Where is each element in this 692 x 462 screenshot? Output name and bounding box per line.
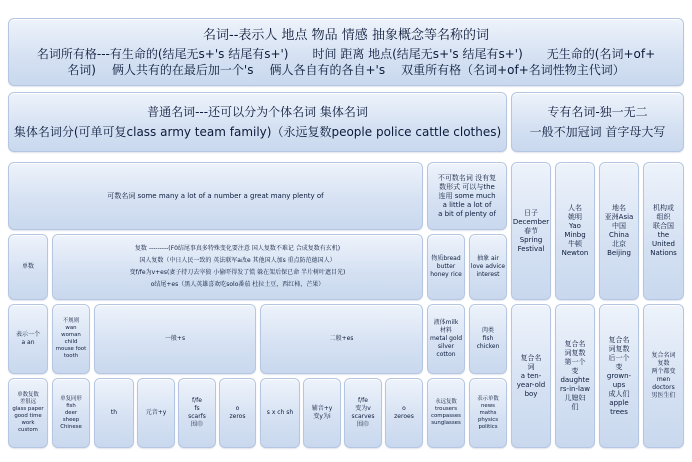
common-noun-title: 普通名词---还可以分为个体名词 集体名词 xyxy=(147,105,368,119)
possessive-case-box xyxy=(8,18,684,86)
singular-meaning-label: 表示单数 xyxy=(477,395,499,402)
liquid-item: 液体milk xyxy=(433,319,459,326)
same-form-item: deer xyxy=(64,409,78,416)
days-item: Spring xyxy=(519,235,543,244)
compound-first-item: rs-in-law xyxy=(560,385,590,393)
org-item: 联合国 xyxy=(653,222,674,230)
f-fe-ves-item: 围巾 xyxy=(356,421,369,428)
same-form-item: Chinese xyxy=(60,423,82,430)
always-plural-item: sunglasses xyxy=(431,420,461,426)
plural-rule-line: 变f/fe为v+es(妻子持刀去宰狼 小偷吓得发了慌 躲在架后保已命 半片树叶遮目光) xyxy=(129,269,346,276)
compound-noun-box xyxy=(511,304,551,448)
compound-both-label: 复数 xyxy=(657,360,670,367)
plural-rule-line: o结尾+es（黑人英雄喜欢吃solo番茄 杜拉土豆，西红柿，芒果） xyxy=(150,281,325,288)
abstract-item: love advice xyxy=(470,263,506,270)
plus-es-box xyxy=(260,304,423,374)
compound-label: 词 xyxy=(527,362,535,371)
compound-last-label: 后一个 xyxy=(608,353,630,362)
f-fe-ves-item: 变为v xyxy=(355,405,371,412)
org-label: 机构或 xyxy=(653,204,674,212)
common-noun-box xyxy=(8,92,507,152)
uncountable-noun-box xyxy=(427,162,507,230)
place-label: 地名 xyxy=(612,204,626,212)
person-item: Newton xyxy=(561,249,589,257)
f-fe-s-box xyxy=(178,378,216,448)
proper-place-box xyxy=(599,162,639,300)
regular-plus-s-label: 一般+s xyxy=(164,335,186,342)
th-box xyxy=(94,378,134,448)
abstract-item: 抽象 air xyxy=(477,255,499,262)
compound-item: a ten- xyxy=(520,371,542,380)
f-fe-item: f/fe xyxy=(192,397,202,404)
possessive-separate: 俩人各自有的各自+'s xyxy=(269,62,386,77)
proper-person-box xyxy=(555,162,595,300)
o-s-item: o xyxy=(235,405,240,412)
compound-plural-both-box xyxy=(643,304,684,448)
plural-rules-box xyxy=(52,234,423,300)
singular-meaning-item: politics xyxy=(478,423,498,430)
proper-days-box xyxy=(511,162,551,300)
compound-label: 复合名 xyxy=(520,353,542,362)
possessive-inanimate: 无生命的(名词+of+ xyxy=(546,46,656,61)
vowel-y-item: 元音+y xyxy=(145,409,167,416)
irregular-item: wan xyxy=(65,325,77,331)
person-item: 姚明 xyxy=(568,213,582,221)
compound-first-label: 词复数 xyxy=(564,349,586,357)
consonant-y-box xyxy=(303,378,341,448)
o-s-item: zeros xyxy=(229,413,246,420)
singular-plural-differ-box xyxy=(8,378,48,448)
compound-first-label: 变 xyxy=(571,367,579,375)
o-es-item: zeroes xyxy=(394,413,414,420)
compound-first-item: 们 xyxy=(571,403,579,411)
compound-last-item: trees xyxy=(610,407,628,416)
differ-item: glass paper xyxy=(12,406,44,412)
material-noun-box xyxy=(427,234,465,300)
proper-noun-box xyxy=(511,92,684,152)
compound-last-item: grown- xyxy=(606,371,632,380)
differ-item: good time xyxy=(14,413,42,419)
liquid-item: metal gold xyxy=(429,335,463,342)
irregular-label: 不规则 xyxy=(62,318,80,324)
th-item: th xyxy=(110,409,118,416)
singular-meaning-item: news xyxy=(481,402,495,409)
f-fe-item: scarfs xyxy=(188,413,206,420)
possessive-animate: 名词所有格---有生命的(结尾无s+'s 结尾有s+') xyxy=(36,46,289,61)
plural-rule-line: 复数 ---------(F0结尾事真多特殊变化要注意 国人复数不难记 合成复数有玄机) xyxy=(134,245,341,252)
place-item: China xyxy=(609,231,629,239)
compound-last-item: ups xyxy=(612,380,626,389)
abstract-noun-box xyxy=(469,234,507,300)
material-item: honey rice xyxy=(430,271,462,278)
proper-noun-rule: 一般不加冠词 首字母大写 xyxy=(529,125,666,139)
uncountable-line: 连用 some much xyxy=(438,191,496,200)
material-item: 物质bread xyxy=(431,255,461,262)
place-item: 中国 xyxy=(612,222,626,230)
material-item: butter xyxy=(436,263,456,270)
always-plural-item: trousers xyxy=(434,406,458,412)
possessive-shared: 俩人共有的在最后加一个's xyxy=(111,62,254,77)
compound-both-item: men xyxy=(656,376,671,383)
org-label: 组织 xyxy=(656,213,671,221)
s-x-ch-sh-item: s x ch sh xyxy=(266,409,294,416)
meat-item: chicken xyxy=(476,343,500,350)
article-a-an-box xyxy=(8,304,48,374)
compound-both-label: 复合名词 xyxy=(651,352,676,359)
same-form-label: 单复同形 xyxy=(60,395,82,402)
o-es-item: o xyxy=(402,405,406,412)
singular-meaning-item: maths xyxy=(479,409,497,416)
same-form-box xyxy=(52,378,90,448)
regular-plus-s-box xyxy=(94,304,256,374)
singular-label: 单数 xyxy=(21,263,34,270)
singular-meaning-box xyxy=(469,378,507,448)
compound-first-item: daughte xyxy=(560,376,590,384)
compound-last-label: 词复数 xyxy=(608,344,630,353)
org-item: Nations xyxy=(650,249,677,257)
place-item: 北京 xyxy=(612,240,626,248)
plural-rule-line: 国人复数（中日人民一致的 英法联军a改e 其他国人加s 重点防范德国人） xyxy=(139,257,336,264)
compound-first-label: 第一个 xyxy=(564,358,586,366)
noun-definition-title: 名词--表示人 地点 物品 情感 抽象概念等名称的词 xyxy=(203,27,489,43)
compound-both-item: 男医生们 xyxy=(651,392,676,399)
compound-first-item: 儿媳妇 xyxy=(564,394,586,402)
possessive-time-distance: 时间 距离 地点(结尾无s+'s 结尾有s+') xyxy=(312,46,523,61)
f-fe-ves-box xyxy=(344,378,382,448)
f-fe-item: fs xyxy=(194,405,200,412)
compound-both-label: 两个都变 xyxy=(651,368,676,375)
countable-noun-text: 可数名词 some many a lot of a number a great many plenty of xyxy=(107,191,324,200)
uncountable-line: 数形式 可以与the xyxy=(439,182,495,191)
f-fe-ves-item: f/fe xyxy=(358,397,368,404)
irregular-item: tooth xyxy=(63,353,79,359)
singular-meaning-item: physics xyxy=(477,416,499,423)
vowel-y-box xyxy=(137,378,175,448)
liquid-item: 材料 xyxy=(439,327,452,334)
same-form-item: sheep xyxy=(62,416,80,423)
compound-plural-last-box xyxy=(599,304,639,448)
singular-label-box xyxy=(8,234,48,300)
liquid-material-box xyxy=(427,304,465,374)
meat-label: 肉类 xyxy=(481,327,494,334)
possessive-double: 双重所有格（名词+of+名词性物主代词） xyxy=(401,62,625,77)
always-plural-item: compasses xyxy=(431,413,461,419)
person-label: 人名 xyxy=(568,204,582,212)
person-item: Minbg xyxy=(564,231,586,239)
place-item: 亚洲Asia xyxy=(604,213,634,221)
differ-label: 单数复数 xyxy=(17,392,39,398)
plus-es-label: 二般+es xyxy=(329,335,354,342)
uncountable-line: 不可数名词 没有复 xyxy=(437,173,497,182)
consonant-y-item: 变y为i xyxy=(313,413,331,420)
liquid-item: silver xyxy=(437,343,455,350)
consonant-y-item: 辅音+y xyxy=(311,405,333,412)
compound-last-item: 成人们 xyxy=(608,389,630,398)
compound-last-label: 复合名 xyxy=(608,335,630,344)
compound-both-item: doctors xyxy=(652,384,675,391)
o-s-box xyxy=(219,378,256,448)
compound-plural-first-box xyxy=(555,304,595,448)
liquid-item: cotton xyxy=(436,351,456,358)
org-item: United xyxy=(652,240,675,248)
proper-organization-box xyxy=(643,162,684,300)
compound-item: boy xyxy=(524,389,538,398)
meat-noun-box xyxy=(469,304,507,374)
differ-item: custom xyxy=(18,427,38,433)
possessive-inanimate-cont: 名词) xyxy=(67,62,96,77)
s-x-ch-sh-box xyxy=(260,378,300,448)
irregular-item: woman xyxy=(61,332,81,338)
differ-item: work xyxy=(21,420,35,426)
person-item: 牛顿 xyxy=(568,240,582,248)
same-form-item: fish xyxy=(66,402,76,409)
irregular-plural-box xyxy=(52,304,90,374)
uncountable-line: a bit of plenty of xyxy=(438,209,496,218)
o-es-box xyxy=(385,378,423,448)
org-item: the xyxy=(657,231,670,239)
abstract-item: interest xyxy=(476,271,500,278)
differ-label: 差很远 xyxy=(19,399,37,405)
place-item: Beijing xyxy=(607,249,631,257)
always-plural-box xyxy=(427,378,465,448)
irregular-item: child xyxy=(64,339,78,345)
compound-item: year-old xyxy=(516,380,546,389)
meat-item: fish xyxy=(482,335,494,342)
compound-last-item: apple xyxy=(609,398,629,407)
article-item: a an xyxy=(21,339,35,346)
compound-last-label: 变 xyxy=(615,362,623,371)
collective-noun-line: 集体名词分(可单可复class army team family)（永远复数people police cattle clothes) xyxy=(13,125,502,139)
f-fe-item: 围巾 xyxy=(190,421,203,428)
days-item: Festival xyxy=(517,244,545,253)
always-plural-label: 永远复数 xyxy=(435,399,457,405)
article-label: 表示一个 xyxy=(15,331,40,338)
compound-first-label: 复合名 xyxy=(564,340,586,348)
person-item: Yao xyxy=(569,222,581,230)
days-label: 日子 xyxy=(524,208,538,217)
irregular-item: mouse foot xyxy=(55,346,87,352)
proper-noun-title: 专有名词-独一无二 xyxy=(547,105,648,119)
days-item: December xyxy=(512,217,550,226)
countable-noun-box xyxy=(8,162,423,230)
f-fe-ves-item: scarves xyxy=(351,413,375,420)
uncountable-line: a little a lot of xyxy=(442,200,492,209)
days-item: 春节 xyxy=(524,226,538,235)
